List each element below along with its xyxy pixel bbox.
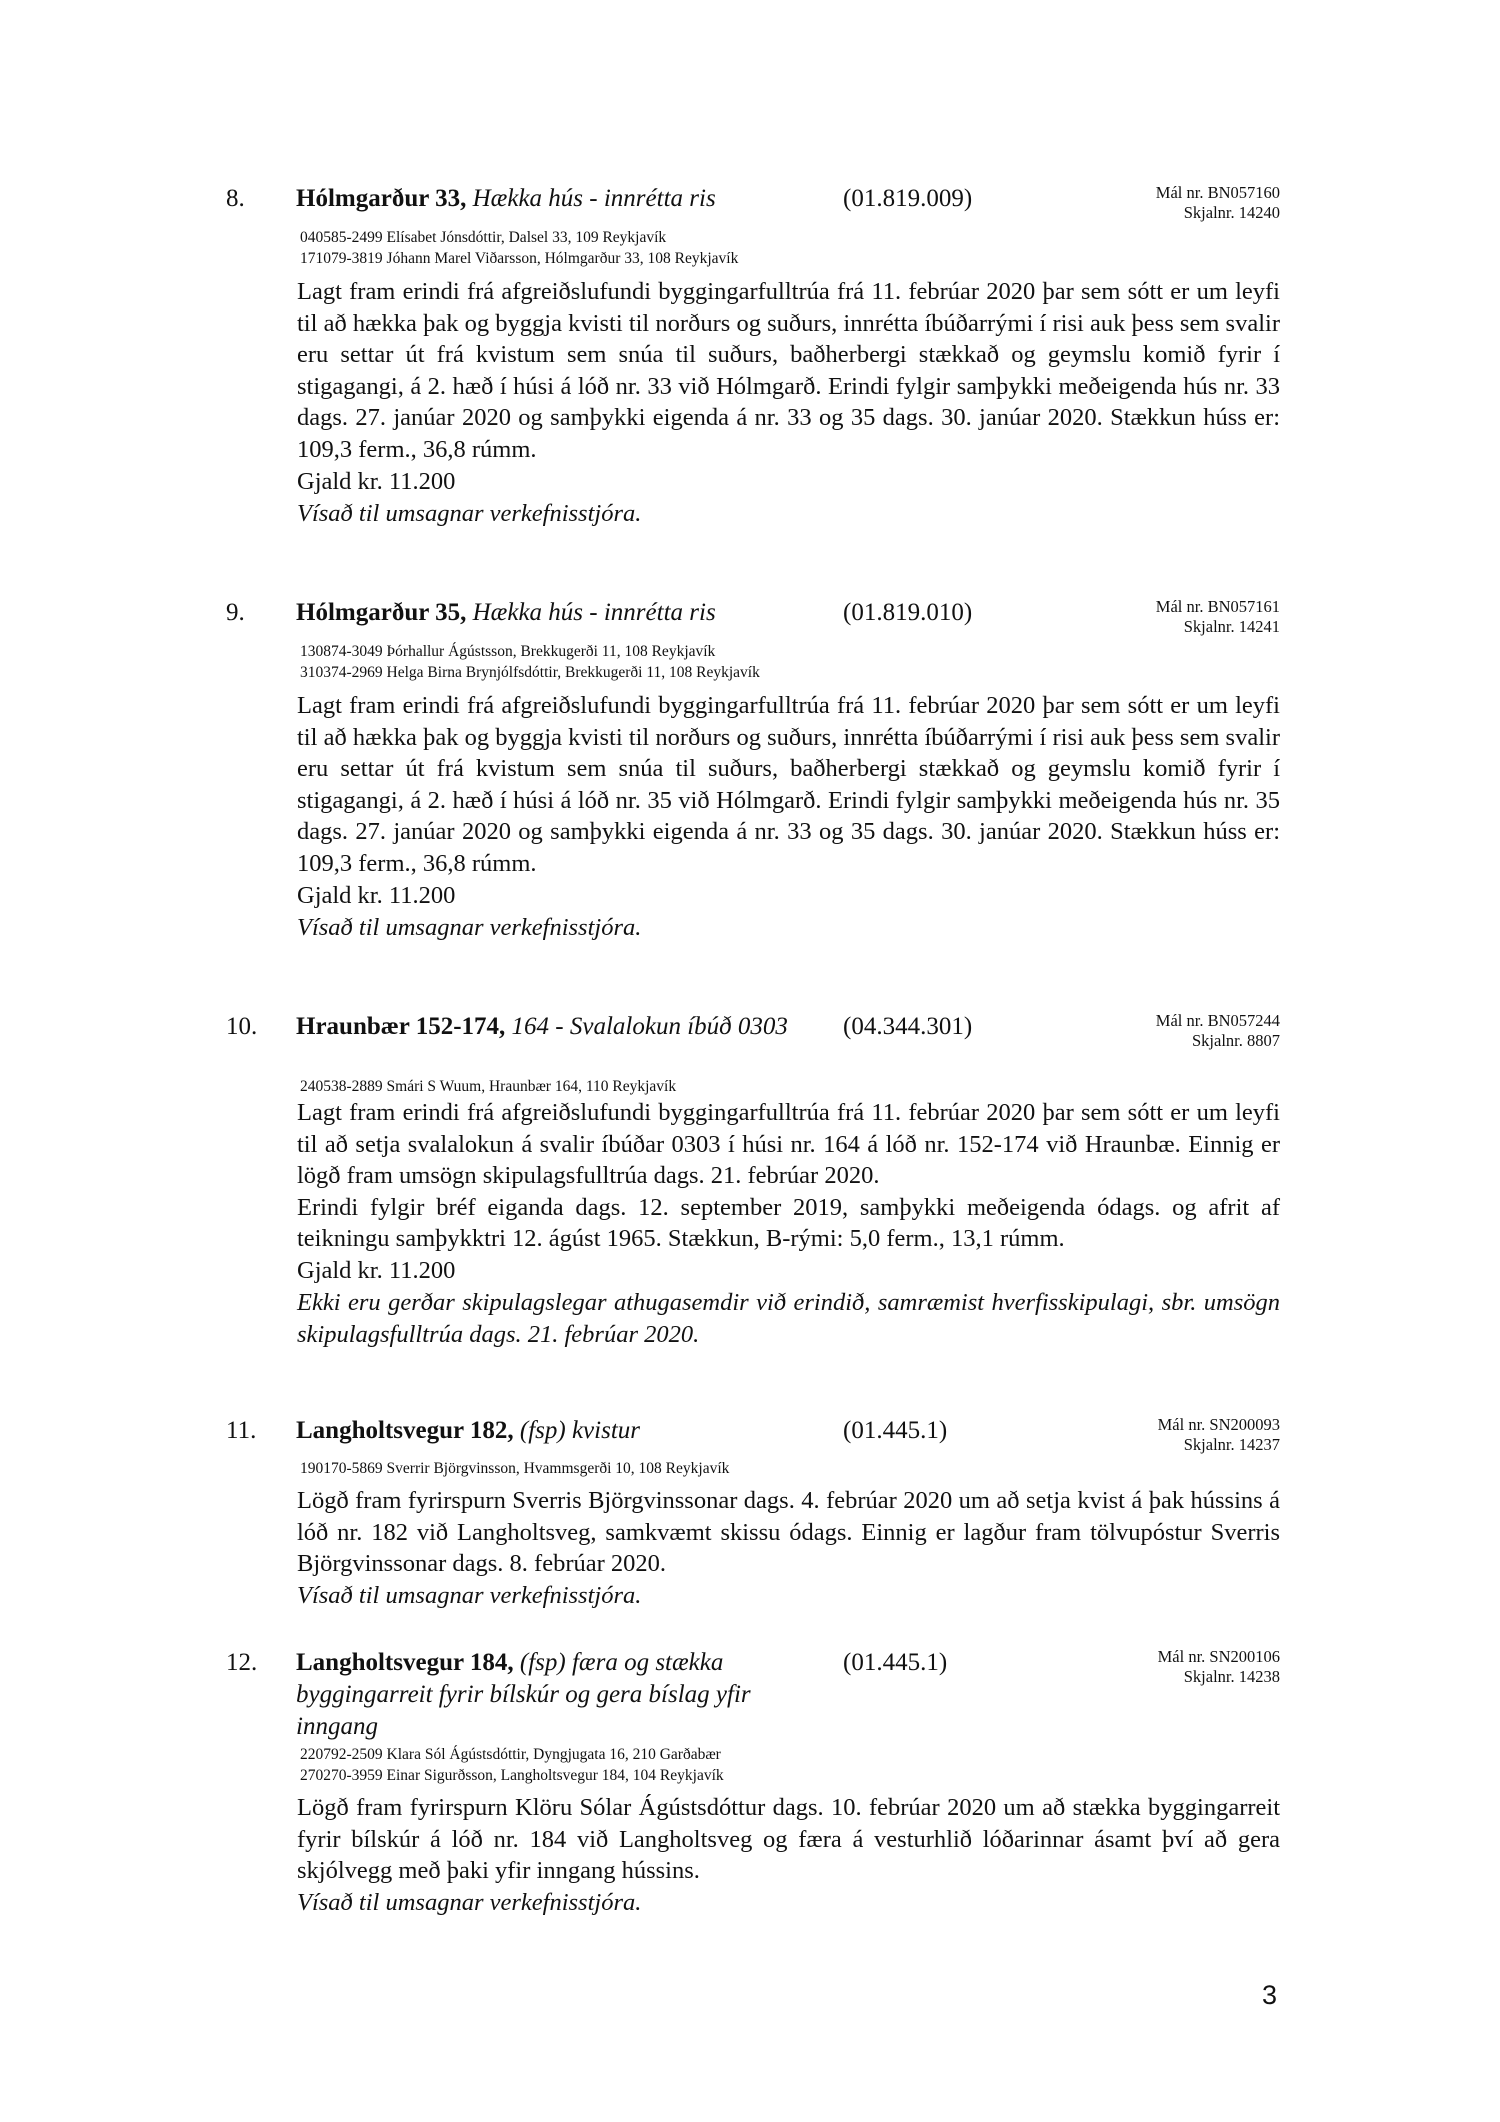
item-address: Hólmgarður 33, <box>296 185 467 212</box>
item-description: 164 - Svalalokun íbúð 0303 <box>511 1013 788 1040</box>
item-conclusion <box>297 1887 1280 1919</box>
item-number: 10. <box>226 1013 258 1040</box>
owner-line: 310374-2969 Helga Birna Brynjólfsdóttir, Brekkugerði 11, 108 Reykjavík <box>300 664 760 681</box>
case-number: Mál nr. SN200106 <box>1157 1647 1280 1666</box>
item-fee: Gjald kr. 11.200 <box>297 881 456 909</box>
item-description: Hækka hús - innrétta ris <box>472 185 716 212</box>
item-body-text: Lögð fram fyrirspurn Sverris Björgvinssonar dags. 4. febrúar 2020 um að setja kvist á þak hússins á lóð nr. 182 við Langholtsveg, samkvæmt skissu ódags. Einnig er lagður fram tölvupóstur Sverris Björgvinssonar dags. 8. febrúar 2020. <box>297 1487 1280 1578</box>
case-reference <box>1060 1647 1280 1687</box>
item-description: Hækka hús - innrétta ris <box>472 599 716 626</box>
item-address: Hraunbær 152-174, <box>296 1013 506 1040</box>
owner-line: 040585-2499 Elísabet Jónsdóttir, Dalsel 33, 109 Reykjavík <box>300 229 667 246</box>
item-address: Langholtsvegur 184, <box>296 1649 514 1676</box>
item-fee: Gjald kr. 11.200 <box>297 467 456 495</box>
item-description: (fsp) færa og stækka byggingarreit fyrir bílskúr og gera bíslag yfir inngang <box>296 1649 751 1740</box>
item-conclusion <box>297 1287 1280 1350</box>
case-number: Mál nr. BN057161 <box>1155 597 1280 616</box>
owner-line: 190170-5869 Sverrir Björgvinsson, Hvammsgerði 10, 108 Reykjavík <box>300 1460 730 1477</box>
item-body <box>297 1792 1280 1887</box>
item-conclusion-text: Vísað til umsagnar verkefnisstjóra. <box>297 500 642 527</box>
item-body-text-2: Erindi fylgir bréf eiganda dags. 12. september 2019, samþykki meðeigenda ódags. og afrit af teikningu samþykktri 12. ágúst 1965. Stækkun, B-rými: 5,0 ferm., 13,1 rúmm. <box>297 1193 1280 1253</box>
owners-list <box>300 641 1060 683</box>
case-number: Mál nr. BN057244 <box>1155 1011 1280 1030</box>
land-registry-code: (01.445.1) <box>843 1649 948 1676</box>
item-body-text: Lagt fram erindi frá afgreiðslufundi byggingarfulltrúa frá 11. febrúar 2020 þar sem sótt er um leyfi til að setja svalalokun á svalir íbúðar 0303 í húsi nr. 164 á lóð nr. 152-174 við Hraunbæ. Einnig er lögð fram umsögn skipulagsfulltrúa dags. 21. febrúar 2020. <box>297 1099 1280 1190</box>
item-address: Hólmgarður 35, <box>296 599 467 626</box>
item-address: Langholtsvegur 182, <box>296 1417 514 1444</box>
item-body <box>297 1485 1280 1580</box>
item-conclusion <box>297 912 1280 944</box>
case-reference <box>1060 183 1280 223</box>
item-heading <box>296 1415 796 1447</box>
case-reference <box>1060 1415 1280 1455</box>
land-registry-code: (01.819.009) <box>843 185 973 212</box>
owner-line: 171079-3819 Jóhann Marel Viðarsson, Hólmgarður 33, 108 Reykjavík <box>300 250 739 267</box>
land-registry-code: (04.344.301) <box>843 1013 973 1040</box>
item-number: 11. <box>226 1417 257 1444</box>
item-conclusion-text: Vísað til umsagnar verkefnisstjóra. <box>297 1889 642 1916</box>
item-heading <box>296 597 796 629</box>
owners-list <box>300 1458 1060 1479</box>
item-conclusion-text: Vísað til umsagnar verkefnisstjóra. <box>297 914 642 941</box>
item-number: 8. <box>226 185 245 212</box>
item-conclusion <box>297 1580 1280 1612</box>
owners-list <box>300 1076 1060 1097</box>
item-fee: Gjald kr. 11.200 <box>297 1256 456 1284</box>
case-reference <box>1060 597 1280 637</box>
item-heading <box>296 1011 796 1043</box>
item-number: 12. <box>226 1649 258 1676</box>
document-number: Skjalnr. 14240 <box>1183 203 1280 222</box>
owner-line: 240538-2889 Smári S Wuum, Hraunbær 164, 110 Reykjavík <box>300 1078 677 1095</box>
item-body-text: Lagt fram erindi frá afgreiðslufundi byggingarfulltrúa frá 11. febrúar 2020 þar sem sótt er um leyfi til að hækka þak og byggja kvisti til norðurs og suðurs, innrétta íbúðarrými í risi auk þess sem svalir eru settar út frá kvistum sem snúa til suðurs, baðherbergi stækkað og geymslu komið fyrir í stigagangi, á 2. hæð í húsi á lóð nr. 33 við Hólmgarð. Erindi fylgir samþykki meðeigenda hús nr. 33 dags. 27. janúar 2020 og samþykki eigenda á nr. 33 og 35 dags. 30. janúar 2020. Stækkun húss er: 109,3 ferm., 36,8 rúmm. <box>297 278 1280 463</box>
item-description: (fsp) kvistur <box>519 1417 641 1444</box>
item-body <box>297 690 1280 911</box>
owners-list <box>300 1744 1060 1786</box>
document-number: Skjalnr. 14238 <box>1183 1667 1280 1686</box>
owner-line: 220792-2509 Klara Sól Ágústsdóttir, Dyngjugata 16, 210 Garðabær <box>300 1746 721 1763</box>
owner-line: 270270-3959 Einar Sigurðsson, Langholtsvegur 184, 104 Reykjavík <box>300 1767 724 1784</box>
document-number: Skjalnr. 14237 <box>1183 1435 1280 1454</box>
item-conclusion <box>297 498 1280 530</box>
owner-line: 130874-3049 Þórhallur Ágústsson, Brekkugerði 11, 108 Reykjavík <box>300 643 716 660</box>
item-body <box>297 1097 1280 1287</box>
item-body-text: Lögð fram fyrirspurn Klöru Sólar Ágústsdóttur dags. 10. febrúar 2020 um að stækka byggingarreit fyrir bílskúr á lóð nr. 184 við Langholtsveg og færa á vesturhlið lóðarinnar ásamt því að gera skjólvegg með þaki yfir inngang hússins. <box>297 1794 1280 1885</box>
case-reference <box>1060 1011 1280 1051</box>
item-body <box>297 276 1280 497</box>
item-heading <box>296 1647 816 1743</box>
item-heading <box>296 183 796 215</box>
item-body-text: Lagt fram erindi frá afgreiðslufundi byggingarfulltrúa frá 11. febrúar 2020 þar sem sótt er um leyfi til að hækka þak og byggja kvisti til norðurs og suðurs, innrétta íbúðarrými í risi auk þess sem svalir eru settar út frá kvistum sem snúa til suðurs, baðherbergi stækkað og geymslu komið fyrir í stigagangi, á 2. hæð í húsi á lóð nr. 35 við Hólmgarð. Erindi fylgir samþykki meðeigenda hús nr. 35 dags. 27. janúar 2020 og samþykki eigenda á nr. 33 og 35 dags. 30. janúar 2020. Stækkun húss er: 109,3 ferm., 36,8 rúmm. <box>297 692 1280 877</box>
document-number: Skjalnr. 8807 <box>1191 1031 1280 1050</box>
case-number: Mál nr. SN200093 <box>1157 1415 1280 1434</box>
land-registry-code: (01.445.1) <box>843 1417 948 1444</box>
item-number: 9. <box>226 599 245 626</box>
item-conclusion-text: Ekki eru gerðar skipulagslegar athugasemdir við erindið, samræmist hverfisskipulagi, sbr. umsögn skipulagsfulltrúa dags. 21. febrúar 2020. <box>297 1289 1280 1348</box>
case-number: Mál nr. BN057160 <box>1155 183 1280 202</box>
land-registry-code: (01.819.010) <box>843 599 973 626</box>
item-conclusion-text: Vísað til umsagnar verkefnisstjóra. <box>297 1582 642 1609</box>
document-number: Skjalnr. 14241 <box>1183 617 1280 636</box>
page-number: 3 <box>1262 1980 1278 2010</box>
owners-list <box>300 227 1060 269</box>
